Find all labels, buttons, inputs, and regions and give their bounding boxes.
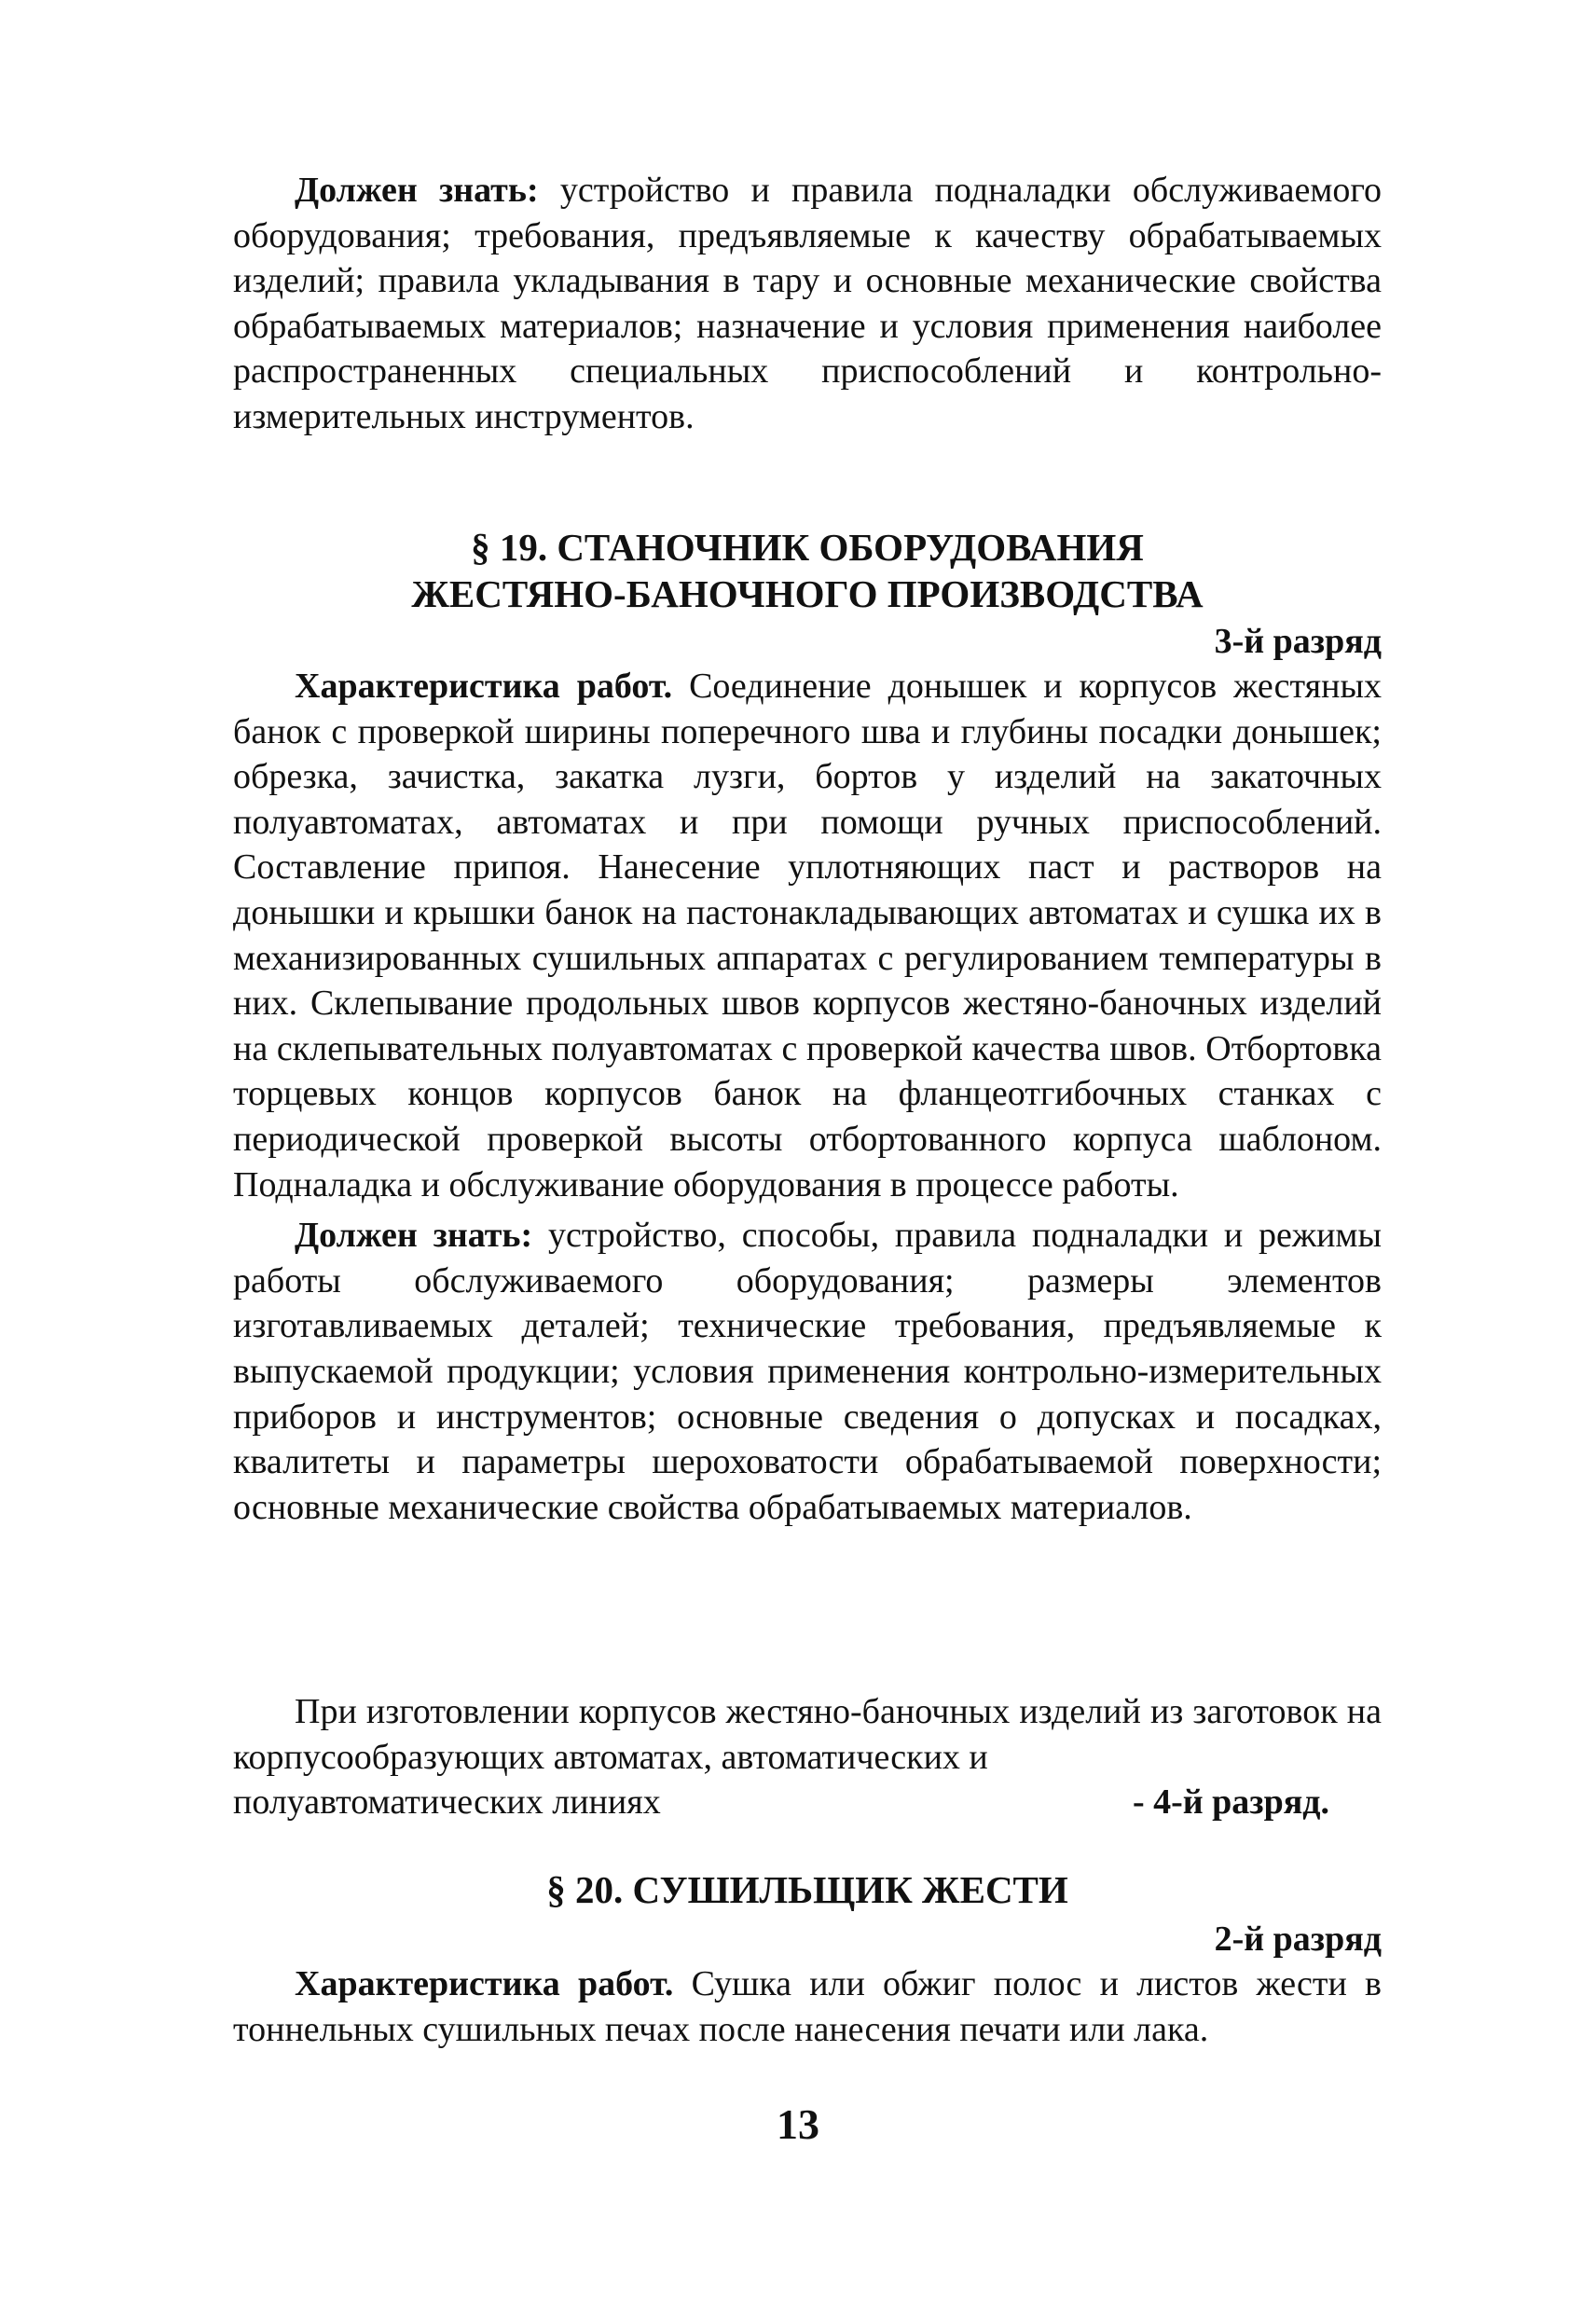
must-know-paragraph [233,168,1382,440]
characteristics-lead: Характеристика работ. [295,667,673,706]
section-20-title: § 20. СУШИЛЬЩИК ЖЕСТИ [546,1868,1068,1911]
section-19-title-line2: ЖЕСТЯНО-БАНОЧНОГО ПРОИЗВОДСТВА [411,572,1204,615]
must-know-text: устройство и правила подналадки обслуживаемого оборудования; требования, предъявляемые к качеству обрабатываемых изделий; правила укладывания в тару и основные механические свойства обрабатываемых материалов; назначение и условия применения наиболее распространенных специальных приспособлений и контрольно-измерительных инструментов. [233,171,1383,436]
section-19-characteristics [233,664,1382,1207]
characteristics-lead: Характеристика работ. [295,1964,674,2003]
note-last-text: полуавтоматических линиях [233,1782,661,1823]
must-know-lead: Должен знать: [295,1216,533,1256]
must-know-lead: Должен знать: [295,171,539,210]
page-number: 13 [777,2100,819,2148]
must-know-text: устройство, способы, правила подналадки и режимы работы обслуживаемого оборудования; размеры элементов изготавливаемых деталей; технические требования, предъявляемые к выпускаемой продукции; условия применения контрольно-измерительных приборов и инструментов; основные сведения о допусках и посадках, квалитеты и параметры шероховатости обрабатываемой поверхности; основные механические свойства обрабатываемых материалов. [233,1216,1383,1527]
note-rank: - 4-й разряд. [1132,1782,1329,1823]
section-20 [233,1866,1382,2052]
characteristics-text: Сушка или обжиг полос и листов жести в тоннельных сушильных печах после нанесения печати или лака. [233,1964,1382,2049]
section-19 [233,524,1382,1530]
section-20-characteristics [233,1961,1382,2052]
section-19-must-know [233,1213,1382,1530]
section-20-rank: 2-й разряд [1214,1920,1382,1959]
note-last-line [233,1780,1382,1825]
note-text: При изготовлении корпусов жестяно-баночных изделий из заготовок на корпусообразующих автоматах, автоматических и [233,1692,1382,1777]
section-19-rank: 3-й разряд [1214,622,1382,661]
section-19-title-line1: § 19. СТАНОЧНИК ОБОРУДОВАНИЯ [471,526,1144,569]
characteristics-text: Соединение донышек и корпусов жестяных банок с проверкой ширины поперечного шва и глубины посадки донышек; обрезка, зачистка, закатка лузги, бортов у изделий на закаточных полуавтоматах, автоматах и при помощи ручных приспособлений. Составление припоя. Нанесение уплотняющих паст и растворов на донышки и крышки банок на пастонакладывающих автоматах и сушка их в механизированных сушильных аппаратах с регулированием температуры в них. Склепывание продольных швов корпусов жестяно-баночных изделий на склепывательных полуавтоматах с проверкой качества швов. Отбортовка торцевых концов корпусов банок на фланцеотгибочных станках с периодической проверкой высоты отбортованного корпуса шаблоном. Подналадка и обслуживание оборудования в процессе работы. [233,667,1383,1204]
section-19-note [233,1689,1382,1825]
block-must-know-1 [233,168,1382,440]
